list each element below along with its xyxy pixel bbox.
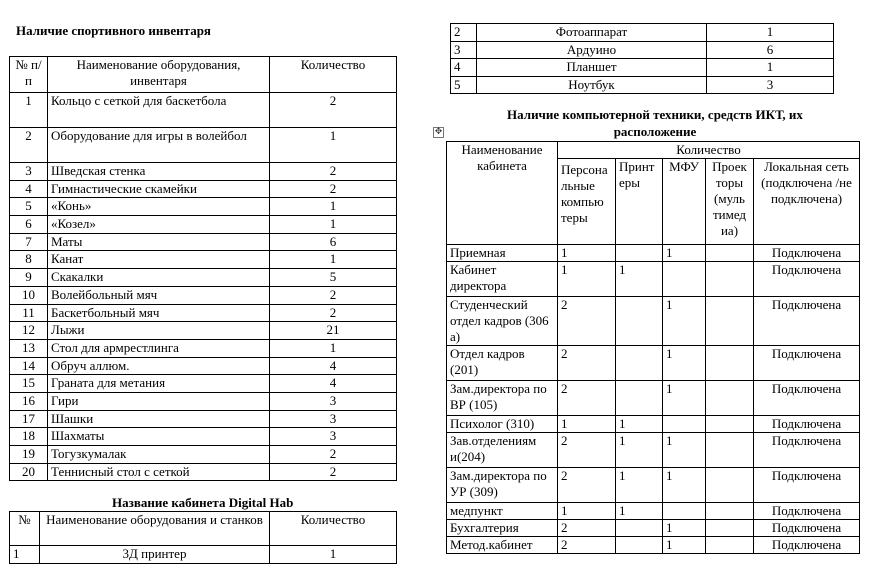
item-name: Баскетбольный мяч — [48, 304, 270, 322]
table-row — [10, 410, 397, 428]
projector-count — [706, 503, 754, 520]
cabinet-name: Метод.кабинет — [447, 537, 558, 554]
cabinet-name: Приемная — [447, 245, 558, 262]
table-row — [10, 546, 397, 564]
item-quantity: 1 — [270, 251, 397, 269]
projector-count — [706, 297, 754, 346]
item-name: Стол для армрестлинга — [48, 339, 270, 357]
table-row — [447, 433, 860, 468]
row-number: 12 — [10, 322, 48, 340]
table-row — [10, 198, 397, 216]
item-name: Ноутбук — [477, 76, 707, 94]
item-quantity: 2 — [270, 463, 397, 481]
mfu-count — [663, 262, 706, 297]
item-name: Граната для метания — [48, 375, 270, 393]
row-number: 10 — [10, 286, 48, 304]
item-name: Шашки — [48, 410, 270, 428]
row-number: 2 — [10, 128, 48, 163]
pc-count: 2 — [558, 381, 616, 416]
table-row — [10, 163, 397, 181]
mfu-count: 1 — [663, 245, 706, 262]
table-row — [447, 520, 860, 537]
item-name: Фотоаппарат — [477, 24, 707, 42]
item-name: Кольцо с сеткой для баскетбола — [48, 93, 270, 128]
item-name: Шахматы — [48, 428, 270, 446]
printer-count: 1 — [616, 262, 663, 297]
item-quantity: 2 — [270, 93, 397, 128]
mfu-count — [663, 416, 706, 433]
sport-table — [9, 56, 397, 481]
row-number: 3 — [10, 163, 48, 181]
projector-count — [706, 433, 754, 468]
col-header-quantity: Количество — [558, 142, 860, 159]
pc-count: 2 — [558, 297, 616, 346]
item-name: Канат — [48, 251, 270, 269]
table-row — [447, 346, 860, 381]
network-status: Подключена — [754, 297, 860, 346]
item-name: Скакалки — [48, 269, 270, 287]
pc-count: 2 — [558, 468, 616, 503]
row-number: 1 — [10, 93, 48, 128]
table-row — [447, 262, 860, 297]
table-row — [10, 339, 397, 357]
item-quantity: 6 — [270, 233, 397, 251]
item-name: Оборудование для игры в волейбол — [48, 128, 270, 163]
table-row — [447, 297, 860, 346]
item-quantity: 4 — [270, 357, 397, 375]
row-number: 11 — [10, 304, 48, 322]
item-name: Тогузкумалак — [48, 446, 270, 464]
cabinet-name: Зам.директора по УР (309) — [447, 468, 558, 503]
row-number: 1 — [10, 546, 40, 564]
printer-count — [616, 297, 663, 346]
table-row — [10, 392, 397, 410]
item-quantity: 2 — [270, 286, 397, 304]
sport-title: Наличие спортивного инвентаря — [16, 23, 211, 38]
pc-count: 2 — [558, 537, 616, 554]
mfu-count: 1 — [663, 346, 706, 381]
cabinet-name: Бухгалтерия — [447, 520, 558, 537]
item-quantity: 5 — [270, 269, 397, 287]
col-header-cabinet: Наименование кабинета — [447, 142, 558, 245]
network-status: Подключена — [754, 537, 860, 554]
item-name: «Конь» — [48, 198, 270, 216]
network-status: Подключена — [754, 416, 860, 433]
col-header-pc: Персона льные компью теры — [558, 159, 616, 245]
pc-count: 1 — [558, 262, 616, 297]
item-quantity: 1 — [270, 339, 397, 357]
printer-count: 1 — [616, 433, 663, 468]
hub-continuation-table — [450, 23, 834, 94]
table-row — [447, 416, 860, 433]
item-name: Теннисный стол с сеткой — [48, 463, 270, 481]
cabinet-name: Психолог (310) — [447, 416, 558, 433]
row-number: 15 — [10, 375, 48, 393]
table-row — [10, 446, 397, 464]
cabinet-name: Зам.директора по ВР (105) — [447, 381, 558, 416]
row-number: 5 — [451, 76, 477, 94]
pc-count: 2 — [558, 433, 616, 468]
row-number: 3 — [451, 41, 477, 59]
row-number: 8 — [10, 251, 48, 269]
item-name: Шведская стенка — [48, 163, 270, 181]
projector-count — [706, 520, 754, 537]
item-quantity: 1 — [270, 216, 397, 234]
row-number: 19 — [10, 446, 48, 464]
printer-count — [616, 537, 663, 554]
item-name: Маты — [48, 233, 270, 251]
table-row — [10, 233, 397, 251]
row-number: 17 — [10, 410, 48, 428]
table-row — [447, 537, 860, 554]
projector-count — [706, 262, 754, 297]
cabinet-name: Кабинет директора — [447, 262, 558, 297]
item-quantity: 3 — [270, 392, 397, 410]
col-header-network: Локальная сеть (подключена /не подключена) — [754, 159, 860, 245]
col-header-number: № п/п — [10, 57, 48, 93]
row-number: 4 — [10, 180, 48, 198]
printer-count: 1 — [616, 503, 663, 520]
item-quantity: 2 — [270, 163, 397, 181]
cabinet-name: Зав.отделениям и(204) — [447, 433, 558, 468]
pc-count: 2 — [558, 520, 616, 537]
item-quantity: 6 — [707, 41, 834, 59]
cabinet-name: Отдел кадров (201) — [447, 346, 558, 381]
table-row — [10, 128, 397, 163]
row-number: 6 — [10, 216, 48, 234]
projector-count — [706, 245, 754, 262]
table-row — [10, 375, 397, 393]
printer-count — [616, 381, 663, 416]
projector-count — [706, 381, 754, 416]
col-header-projectors: Проек торы (муль тимед иа) — [706, 159, 754, 245]
table-row — [451, 41, 834, 59]
pc-count: 1 — [558, 245, 616, 262]
col-header-quantity: Количество — [270, 512, 397, 546]
printer-count — [616, 346, 663, 381]
ict-table — [446, 141, 860, 554]
table-row — [447, 381, 860, 416]
mfu-count: 1 — [663, 537, 706, 554]
mfu-count: 1 — [663, 381, 706, 416]
table-move-handle-icon[interactable]: ✥ — [434, 127, 443, 137]
projector-count — [706, 346, 754, 381]
item-quantity: 2 — [270, 446, 397, 464]
pc-count: 1 — [558, 503, 616, 520]
network-status: Подключена — [754, 503, 860, 520]
table-row — [10, 93, 397, 128]
printer-count — [616, 245, 663, 262]
row-number: 14 — [10, 357, 48, 375]
item-quantity: 3 — [270, 410, 397, 428]
row-number: 7 — [10, 233, 48, 251]
item-quantity: 21 — [270, 322, 397, 340]
network-status: Подключена — [754, 520, 860, 537]
item-name: Лыжи — [48, 322, 270, 340]
projector-count — [706, 416, 754, 433]
col-header-name: Наименование оборудования и станков — [40, 512, 270, 546]
projector-count — [706, 468, 754, 503]
item-quantity: 2 — [270, 180, 397, 198]
table-row — [447, 245, 860, 262]
row-number: 18 — [10, 428, 48, 446]
table-row — [10, 463, 397, 481]
ict-header-row-1 — [447, 142, 860, 159]
row-number: 20 — [10, 463, 48, 481]
item-name: Гимнастические скамейки — [48, 180, 270, 198]
item-quantity: 1 — [707, 24, 834, 42]
hub-table — [9, 511, 397, 564]
mfu-count: 1 — [663, 433, 706, 468]
item-quantity: 3 — [270, 428, 397, 446]
col-header-number: № — [10, 512, 40, 546]
item-quantity: 4 — [270, 375, 397, 393]
table-row — [451, 76, 834, 94]
mfu-count — [663, 503, 706, 520]
table-row — [447, 503, 860, 520]
item-name: Ардуино — [477, 41, 707, 59]
table-row — [447, 468, 860, 503]
item-quantity: 1 — [270, 128, 397, 163]
table-row — [10, 304, 397, 322]
row-number: 16 — [10, 392, 48, 410]
col-header-printers: Принт еры — [616, 159, 663, 245]
item-name: «Козел» — [48, 216, 270, 234]
col-header-quantity: Количество — [270, 57, 397, 93]
printer-count: 1 — [616, 416, 663, 433]
item-quantity: 1 — [270, 546, 397, 564]
table-row — [451, 24, 834, 42]
cabinet-name: медпункт — [447, 503, 558, 520]
mfu-count: 1 — [663, 520, 706, 537]
table-row — [10, 269, 397, 287]
network-status: Подключена — [754, 245, 860, 262]
network-status: Подключена — [754, 262, 860, 297]
row-number: 4 — [451, 59, 477, 77]
pc-count: 1 — [558, 416, 616, 433]
printer-count — [616, 520, 663, 537]
table-row — [10, 180, 397, 198]
network-status: Подключена — [754, 381, 860, 416]
table-row — [10, 286, 397, 304]
network-status: Подключена — [754, 346, 860, 381]
hub-header-row — [10, 512, 397, 546]
mfu-count: 1 — [663, 468, 706, 503]
hub-title: Название кабинета Digital Hab — [112, 495, 294, 510]
item-quantity: 3 — [707, 76, 834, 94]
table-row — [10, 216, 397, 234]
item-quantity: 1 — [270, 198, 397, 216]
table-row — [10, 251, 397, 269]
projector-count — [706, 537, 754, 554]
item-name: Волейбольный мяч — [48, 286, 270, 304]
row-number: 5 — [10, 198, 48, 216]
col-header-name: Наименование оборудования, инвентаря — [48, 57, 270, 93]
table-row — [10, 322, 397, 340]
item-name: Гири — [48, 392, 270, 410]
sport-header-row — [10, 57, 397, 93]
item-name: Обруч аллюм. — [48, 357, 270, 375]
item-quantity: 1 — [707, 59, 834, 77]
item-name: 3Д принтер — [40, 546, 270, 564]
ict-title: Наличие компьютерной техники, средств ИКТ, их расположение — [507, 107, 803, 139]
network-status: Подключена — [754, 433, 860, 468]
table-row — [10, 428, 397, 446]
row-number: 9 — [10, 269, 48, 287]
printer-count: 1 — [616, 468, 663, 503]
mfu-count: 1 — [663, 297, 706, 346]
pc-count: 2 — [558, 346, 616, 381]
col-header-mfu: МФУ — [663, 159, 706, 245]
row-number: 2 — [451, 24, 477, 42]
row-number: 13 — [10, 339, 48, 357]
table-row — [10, 357, 397, 375]
item-name: Планшет — [477, 59, 707, 77]
item-quantity: 2 — [270, 304, 397, 322]
cabinet-name: Студенческий отдел кадров (306 а) — [447, 297, 558, 346]
table-row — [451, 59, 834, 77]
network-status: Подключена — [754, 468, 860, 503]
